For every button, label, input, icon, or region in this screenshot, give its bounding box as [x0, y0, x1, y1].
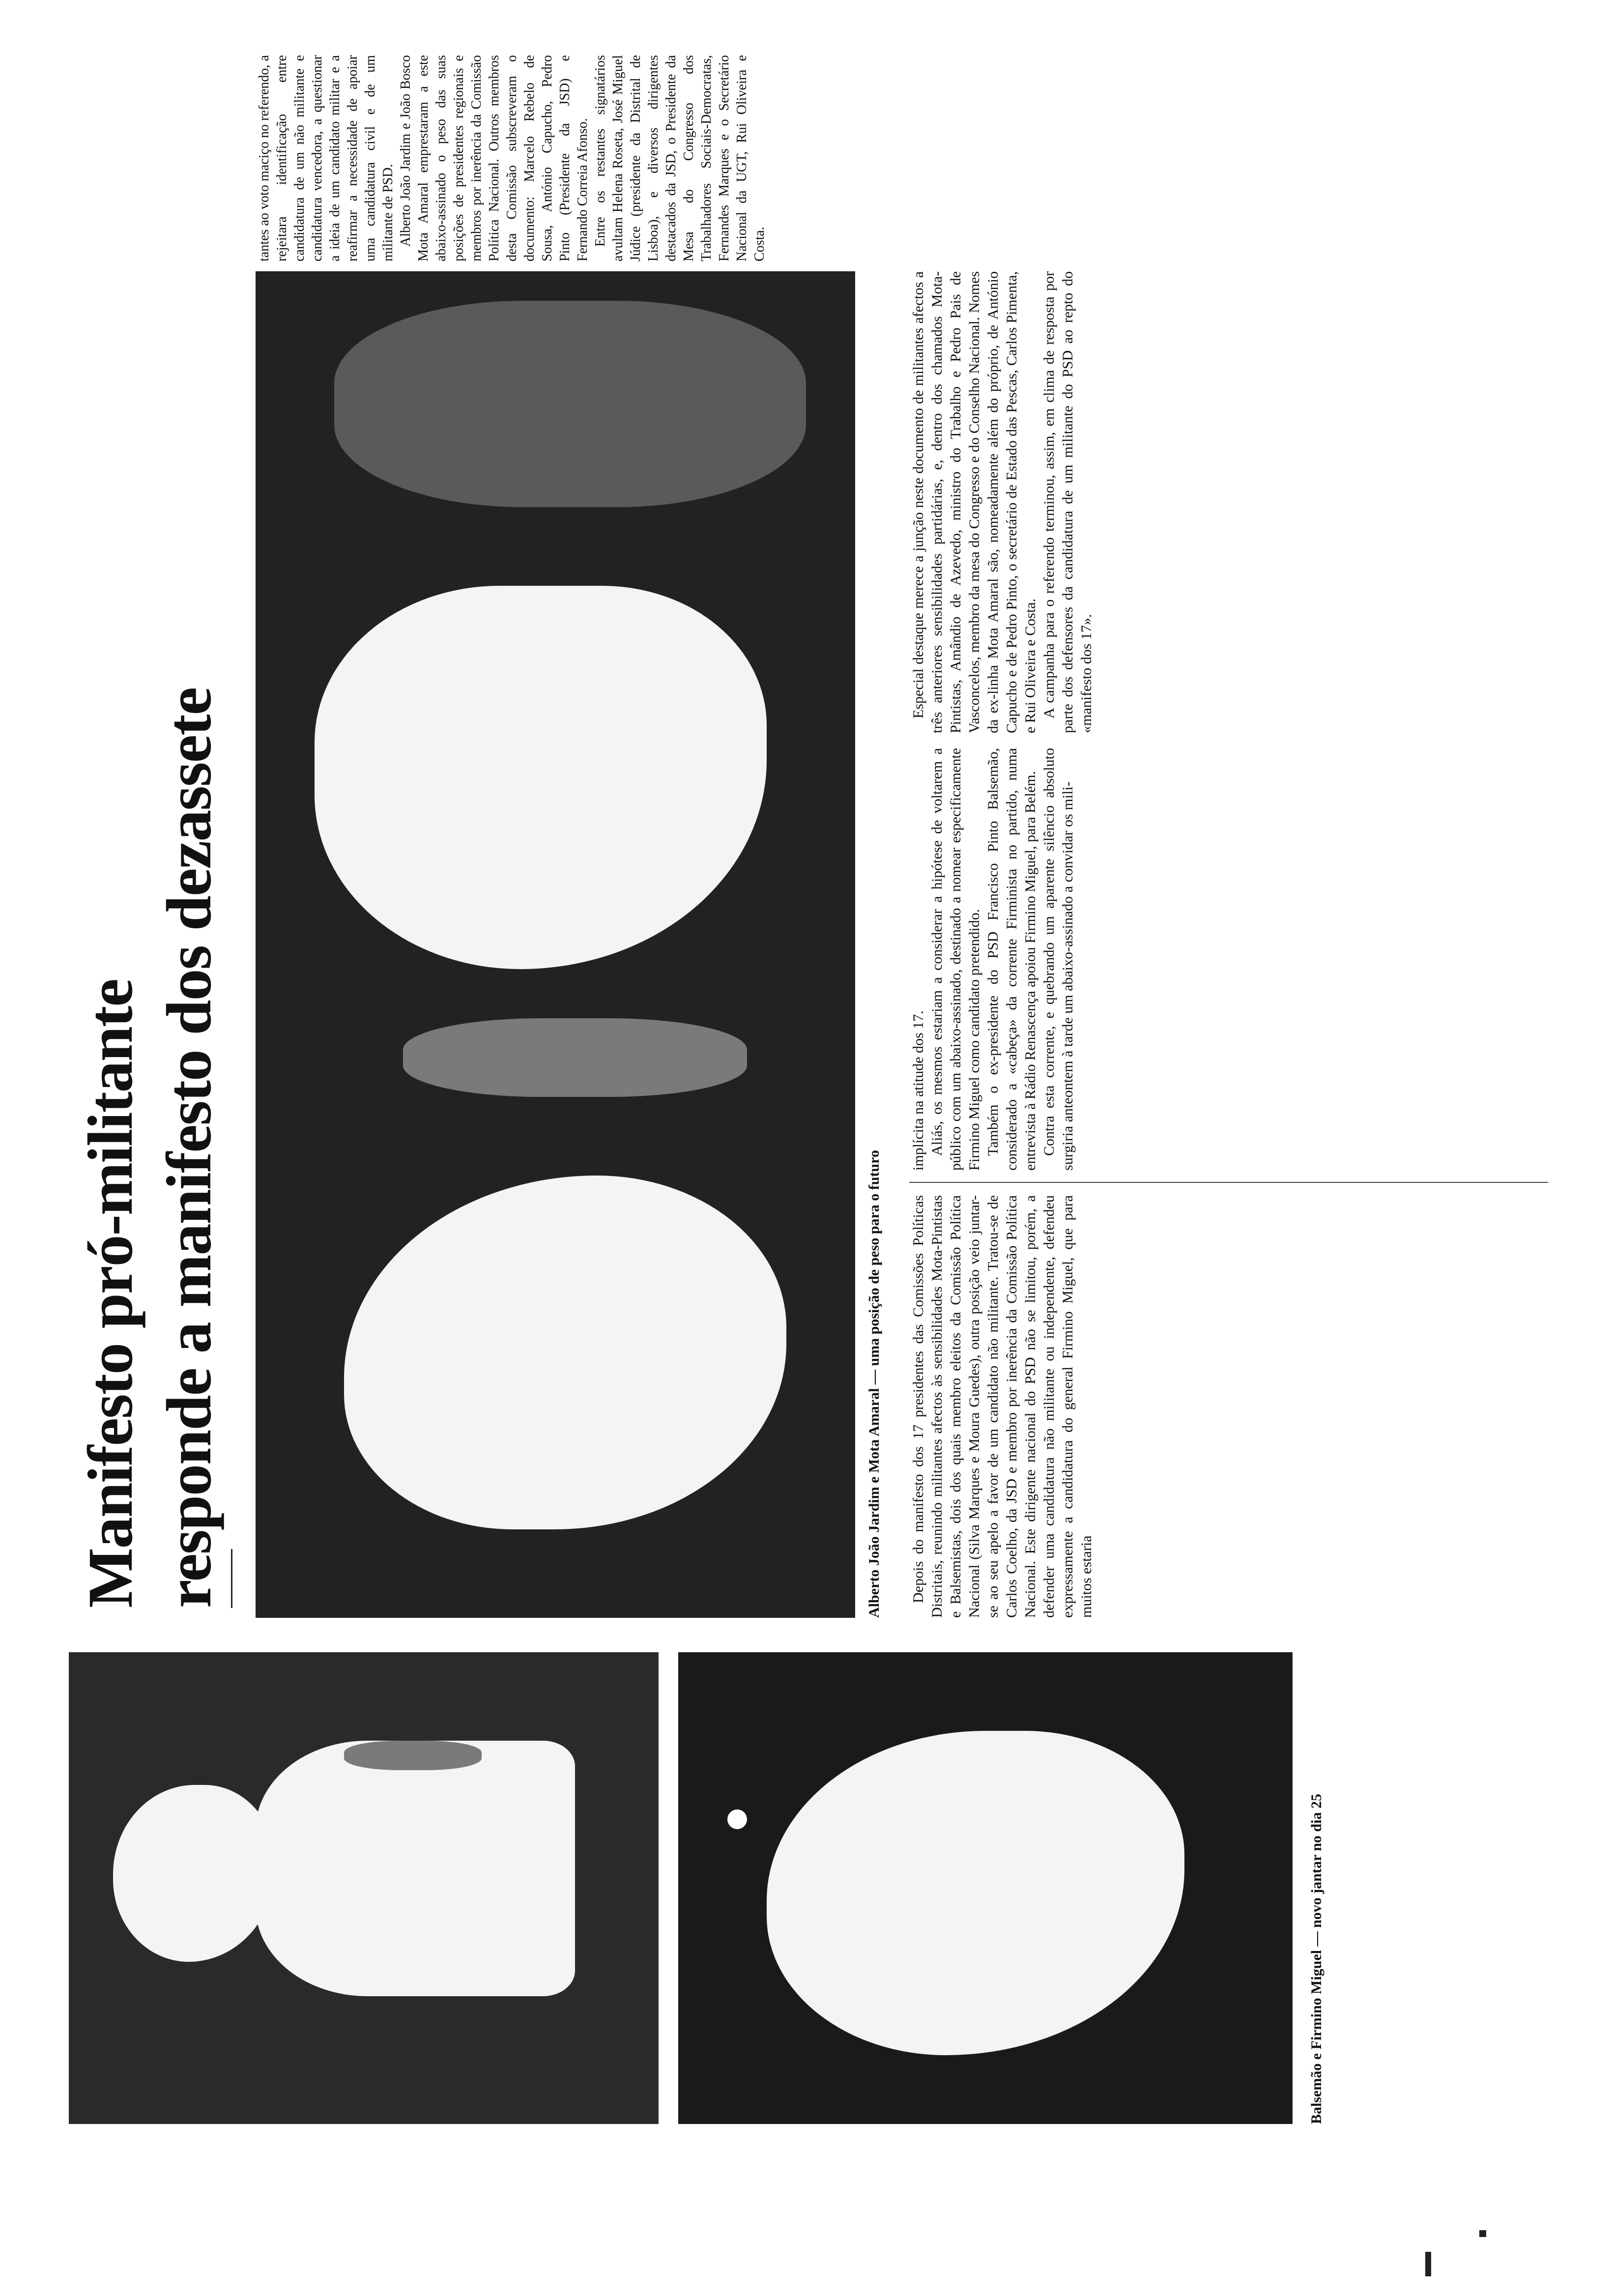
headline-underline — [231, 1549, 232, 1608]
paragraph: Alberto João Jardim e João Bosco Mota Amaral emprestaram a este abaixo-assinado o peso das suas posições de presidentes regionais e membros por inerência da Comissão Política Nacional. Outros membros desta Comissão subscreveram o documento: Marcelo Rebelo de Sousa, António Capucho, Pedro Pinto (Presidente da JSD) e Fernando Correia Afonso. — [398, 55, 590, 261]
scan-speck — [1425, 2252, 1431, 2276]
column-rule — [909, 1182, 1548, 1183]
paragraph: Também o ex-presidente do PSD Francisco Pinto Balsemão, considerado a «cabeça» da corrente Firminista no partido, numa entrevista à Rádio Renascença apoiou Firmino Miguel, para Belém. — [985, 748, 1038, 1171]
headline-line-1: Manifesto pró-militante — [75, 979, 146, 1608]
caption-jardim-amaral: Alberto João Jardim e Mota Amaral — uma posição de peso para o futuro — [866, 1150, 882, 1618]
article-column-4 — [909, 271, 1096, 733]
paragraph: Especial destaque merece a junção neste documento de militantes afectos a três anteriores sensibilidades partidárias, e, dentro dos chamados Mota-Pintistas, Amândio de Azevedo, ministro do Trabalho e Pedro Pais de Vasconcelos, membro da mesa do Congresso e do Conselho Nacional. Nomes da ex-linha Mota Amaral são, nomeadamente além do próprio, de António Capucho e de Pedro Pinto, o secretário de Estado das Pescas, Carlos Pimenta, e Rui Oliveira e Costa. — [910, 271, 1038, 733]
paragraph: Entre os restantes signatários avultam Helena Roseta, José Miguel Júdice (presidente da Distrital de Lisboa), e diversos dirigentes destacados da JSD, o Presidente da Mesa do Congresso dos Trabalhadores Sociais-Democratas, Fernandes Marques e o Secretário Nacional da UGT, Rui Oliveira e Costa. — [593, 55, 767, 261]
photo-balsemao-top — [69, 1652, 659, 2124]
article-column-2 — [909, 748, 1077, 1171]
paragraph: Depois do manifesto dos 17 presidentes das Comissões Políticas Distritais, reunindo militantes afectos às sensibilidades Mota-Pintistas e Balsemistas, dois dos quais membro eleitos da Comissão Política Nacional (Silva Marques e Moura Guedes), outra posição veio juntar-se ao seu apelo a favor de um candidato não militante. Tratou-se de Carlos Coelho, da JSD e membro por inerência da Comissão Política Nacional. Este dirigente nacional do PSD não se limitou, porém, a defender uma candidatura não militante ou independente, defendeu expressamente a candidatura do general Firmino Miguel, que para muitos estaria — [910, 1195, 1094, 1618]
paragraph: Aliás, os mesmos estariam a considerar a hipótese de voltarem a público com um abaixo-assinado, destinado a nomear especificamente Firmino Miguel como candidato pretendido. — [929, 748, 982, 1171]
article-column-1 — [909, 1195, 1096, 1618]
paragraph: tantes ao voto maciço no referendo, a rejeitara identificação entre candidatura de um não militante e candidatura vencedora, a questionar a ideia de um candidato militar e a reafirmar a necessidade de apoiar uma candidatura civil e de um militante de PSD. — [257, 55, 396, 261]
headline-line-2: responde a manifesto dos dezassete — [154, 688, 225, 1608]
scan-speck — [1479, 2230, 1486, 2237]
paragraph: A campanha para o referendo terminou, assim, em clima de resposta por parte dos defensores da candidatura de um militante do PSD ao repto do «manifesto dos 17». — [1041, 271, 1094, 733]
photo-firmino-bottom — [678, 1652, 1293, 2124]
paragraph: Contra esta corrente, e quebrando um aparente silêncio absoluto surgiria anteontem à tarde um abaixo-assinado a convidar os mili- — [1041, 748, 1076, 1171]
photo-jardim-amaral — [256, 271, 855, 1618]
paragraph: implícita na atitude dos 17. — [910, 1010, 926, 1171]
article-column-3 — [256, 55, 769, 261]
caption-balsemao: Balsemão e Firmino Miguel — novo jantar no dia 25 — [1308, 1794, 1324, 2124]
